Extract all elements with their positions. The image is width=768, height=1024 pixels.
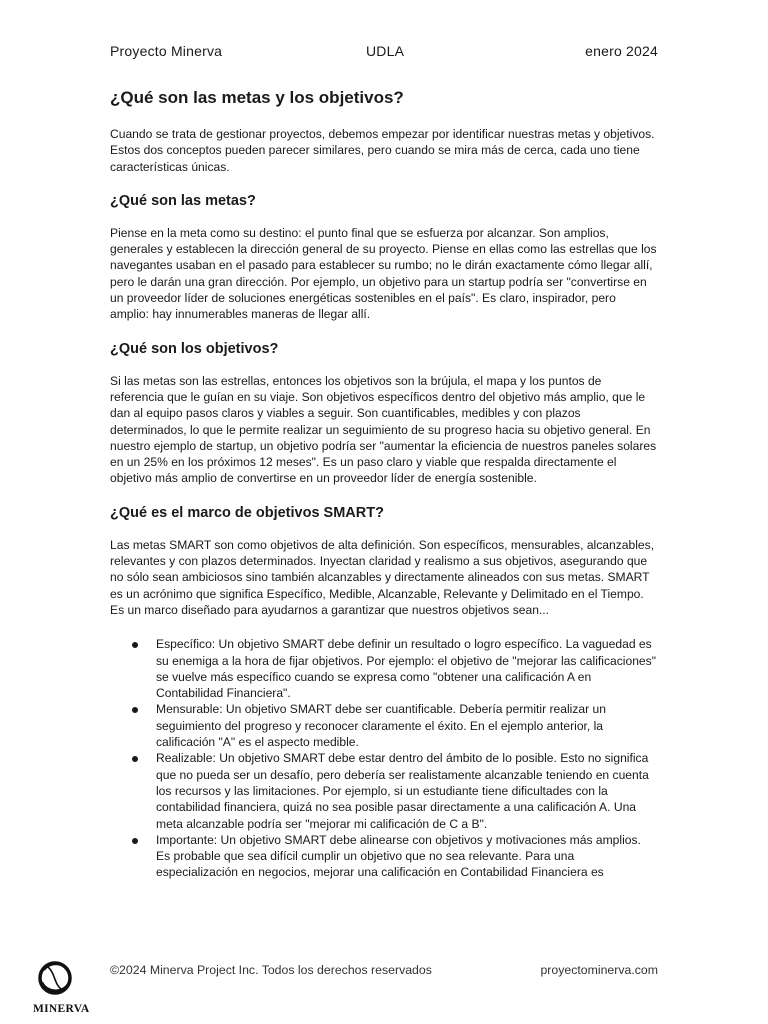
document-title: ¿Qué son las metas y los objetivos? [110,88,404,107]
section-heading-objetivos: ¿Qué son los objetivos? [110,340,279,357]
header-project: Proyecto Minerva [110,43,223,59]
section-heading-smart: ¿Qué es el marco de objetivos SMART? [110,504,384,521]
bullet-icon [132,707,138,713]
list-item-text: Importante: Un objetivo SMART debe alinearse con objetivos y motivaciones más amplios. Es probable que sea difícil cumplir un objetivo que no sea relevante. Para una especialización en negocios, mejorar una calificación en Contabilidad Financiera es [156,832,641,880]
footer-url-link[interactable]: proyectominerva.com [540,963,658,977]
header-date: enero 2024 [585,43,658,59]
list-item [110,832,658,881]
section-body-metas: Piense en la meta como su destino: el punto final que se esfuerza por alcanzar. Son amplios, generales y establecen la dirección general de su proyecto. Piense en ellas como las estrellas que los navegantes usaban en el pasado para establecer su rumbo; no le dirán exactamente cómo llegar allí, pero le darán una gran dirección. Por ejemplo, un objetivo para un startup podría ser "convertirse en un proveedor líder de soluciones energéticas sostenibles en el país". Es claro, inspirador, pero amplio: hay innumerables maneras de llegar allí. [110,225,657,322]
bullet-icon [132,756,138,762]
intro-paragraph: Cuando se trata de gestionar proyectos, debemos empezar por identificar nuestras metas y objetivos. Estos dos conceptos pueden parecer similares, pero cuando se mira más de cerca, cada uno tiene características únicas. [110,127,655,174]
list-item [110,636,658,701]
section-heading-metas: ¿Qué son las metas? [110,192,256,209]
logo-text: MINERVA [33,1003,90,1015]
document-body [110,86,658,881]
list-item-text: Mensurable: Un objetivo SMART debe ser cuantificable. Debería permitir realizar un seguimiento del progreso y reconocer claramente el éxito. En el ejemplo anterior, la calificación "A" es el aspecto medible. [156,702,606,750]
page-header [110,43,658,63]
bullet-icon [132,642,138,648]
list-item-text: Específico: Un objetivo SMART debe definir un resultado o logro específico. La vaguedad es su enemiga a la hora de fijar objetivos. Por ejemplo: el objetivo de "mejorar las calificaciones" se vuelve más específico cuando se expresa como "obtener una calificación A en Contabilidad Financiera". [156,637,656,701]
section-body-objetivos: Si las metas son las estrellas, entonces los objetivos son la brújula, el mapa y los puntos de referencia que le guían en su viaje. Son objetivos específicos dentro del objetivo más amplio, que le dan al equipo pasos claros y viables a seguir. Son cuantificables, medibles y con plazos determinados, lo que le permite realizar un seguimiento de su progreso hacia su objetivo general. En nuestro ejemplo de startup, un objetivo podría ser "aumentar la eficiencia de nuestros paneles solares en un 25% en los próximos 12 meses". Es un paso claro y viable que respalda directamente el objetivo más amplio de convertirse en un proveedor líder de energía sostenible. [110,373,657,486]
bullet-icon [132,838,138,844]
header-institution: UDLA [366,43,405,59]
footer-copyright: ©2024 Minerva Project Inc. Todos los derechos reservados [110,963,432,977]
smart-bullet-list [110,636,658,880]
minerva-ring-logo-icon [36,958,74,998]
minerva-logo [33,958,105,1018]
list-item-text: Realizable: Un objetivo SMART debe estar dentro del ámbito de lo posible. Esto no significa que no pueda ser un desafío, pero debería ser realistamente alcanzable teniendo en cuenta los recursos y las limitaciones. Por ejemplo, si un estudiante tiene dificultades con la contabilidad financiera, quizá no sea posible pasar directamente a una calificación A. Una meta alcanzable podría ser "mejorar mi calificación de C a B". [156,751,649,831]
list-item [110,750,658,831]
list-item [110,701,658,750]
section-body-smart: Las metas SMART son como objetivos de alta definición. Son específicos, mensurables, alcanzables, relevantes y con plazos determinados. Inyectan claridad y realismo a sus objetivos, asegurando que no sólo sean ambiciosos sino también alcanzables y directamente alineados con sus metas. SMART es un acrónimo que significa Específico, Medible, Alcanzable, Relevante y Delimitado en el Tiempo. Es un marco diseñado para ayudarnos a garantizar que nuestros objetivos sean... [110,537,655,617]
